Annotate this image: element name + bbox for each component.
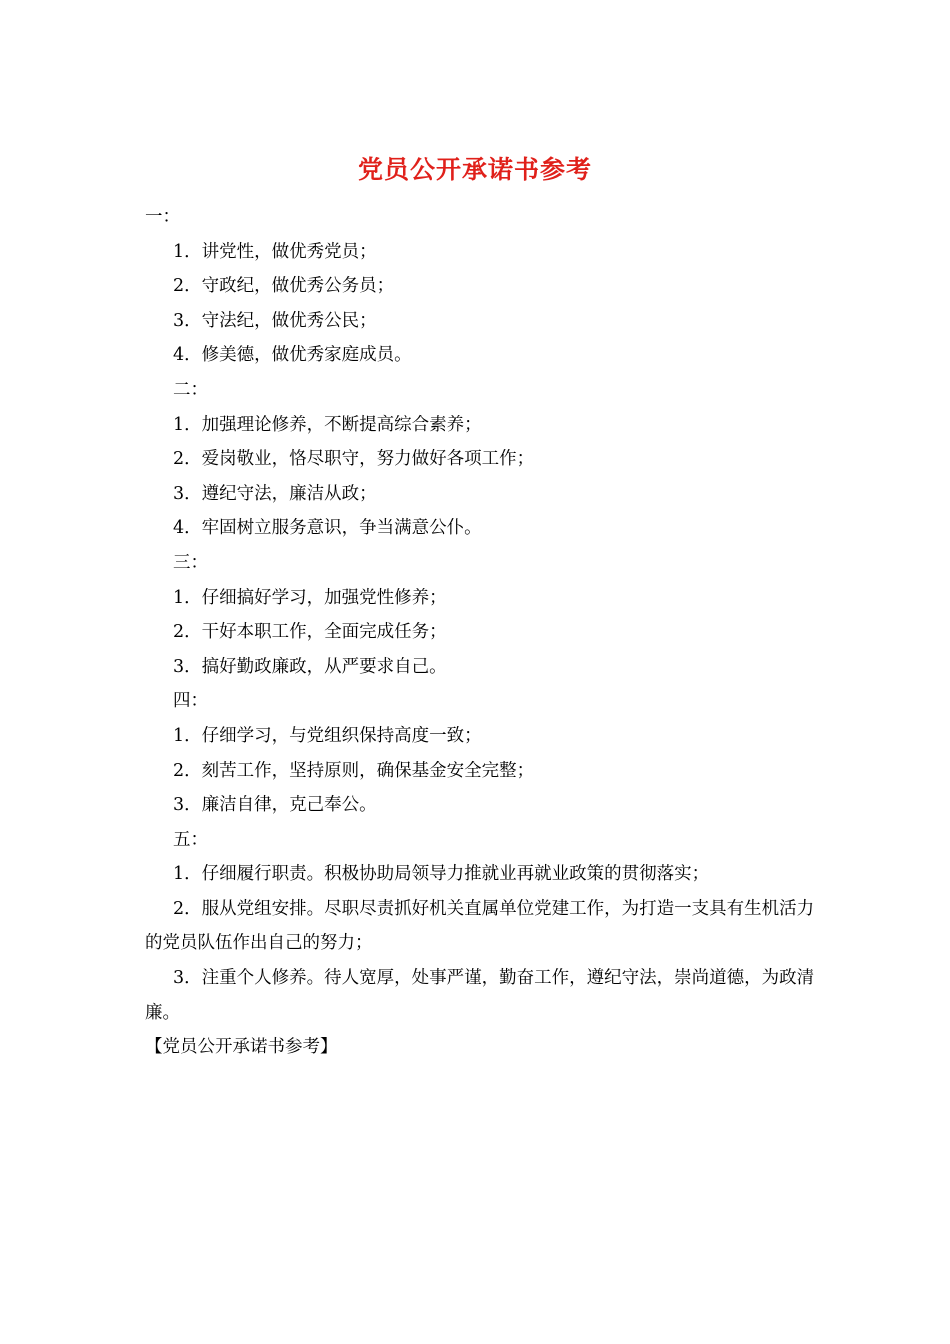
section-heading: 五： <box>173 829 208 850</box>
section-heading: 三： <box>173 552 208 573</box>
list-item: 4．修美德，做优秀家庭成员。 <box>173 345 412 366</box>
list-item: 3．守法纪，做优秀公民； <box>173 310 377 331</box>
list-item: 1．讲党性，做优秀党员； <box>173 241 377 262</box>
section-heading: 二： <box>173 379 208 400</box>
section-heading: 四： <box>173 691 208 712</box>
list-item: 2．服从党组安排。尽职尽责抓好机关直属单位党建工作，为打造一支具有生机活力的党员队伍作出自己的努力； <box>145 898 815 954</box>
list-item: 1．加强理论修养，不断提高综合素养； <box>173 414 482 435</box>
list-item: 2．干好本职工作，全面完成任务； <box>173 622 447 643</box>
section-heading: 一： <box>145 207 180 227</box>
document-footer: 【党员公开承诺书参考】 <box>145 1037 338 1058</box>
list-item: 2．刻苦工作，坚持原则，确保基金安全完整； <box>173 760 535 781</box>
list-item: 1．仔细搞好学习，加强党性修养； <box>173 587 447 608</box>
list-item: 2．守政纪，做优秀公务员； <box>173 276 395 297</box>
list-item: 3．廉洁自律，克己奉公。 <box>173 795 377 816</box>
list-item: 1．仔细履行职责。积极协助局领导力推就业再就业政策的贯彻落实； <box>173 864 710 885</box>
list-item: 1．仔细学习，与党组织保持高度一致； <box>173 725 482 746</box>
list-item: 4．牢固树立服务意识，争当满意公仆。 <box>173 518 482 539</box>
document-title: 党员公开承诺书参考 <box>357 155 592 184</box>
list-item: 3．遵纪守法，廉洁从政； <box>173 483 377 504</box>
document-body <box>145 200 815 1065</box>
list-item: 2．爱岗敬业，恪尽职守，努力做好各项工作； <box>173 449 535 470</box>
list-item: 3．搞好勤政廉政，从严要求自己。 <box>173 656 447 677</box>
list-item: 3．注重个人修养。待人宽厚，处事严谨，勤奋工作，遵纪守法，崇尚道德，为政清廉。 <box>145 968 815 1023</box>
